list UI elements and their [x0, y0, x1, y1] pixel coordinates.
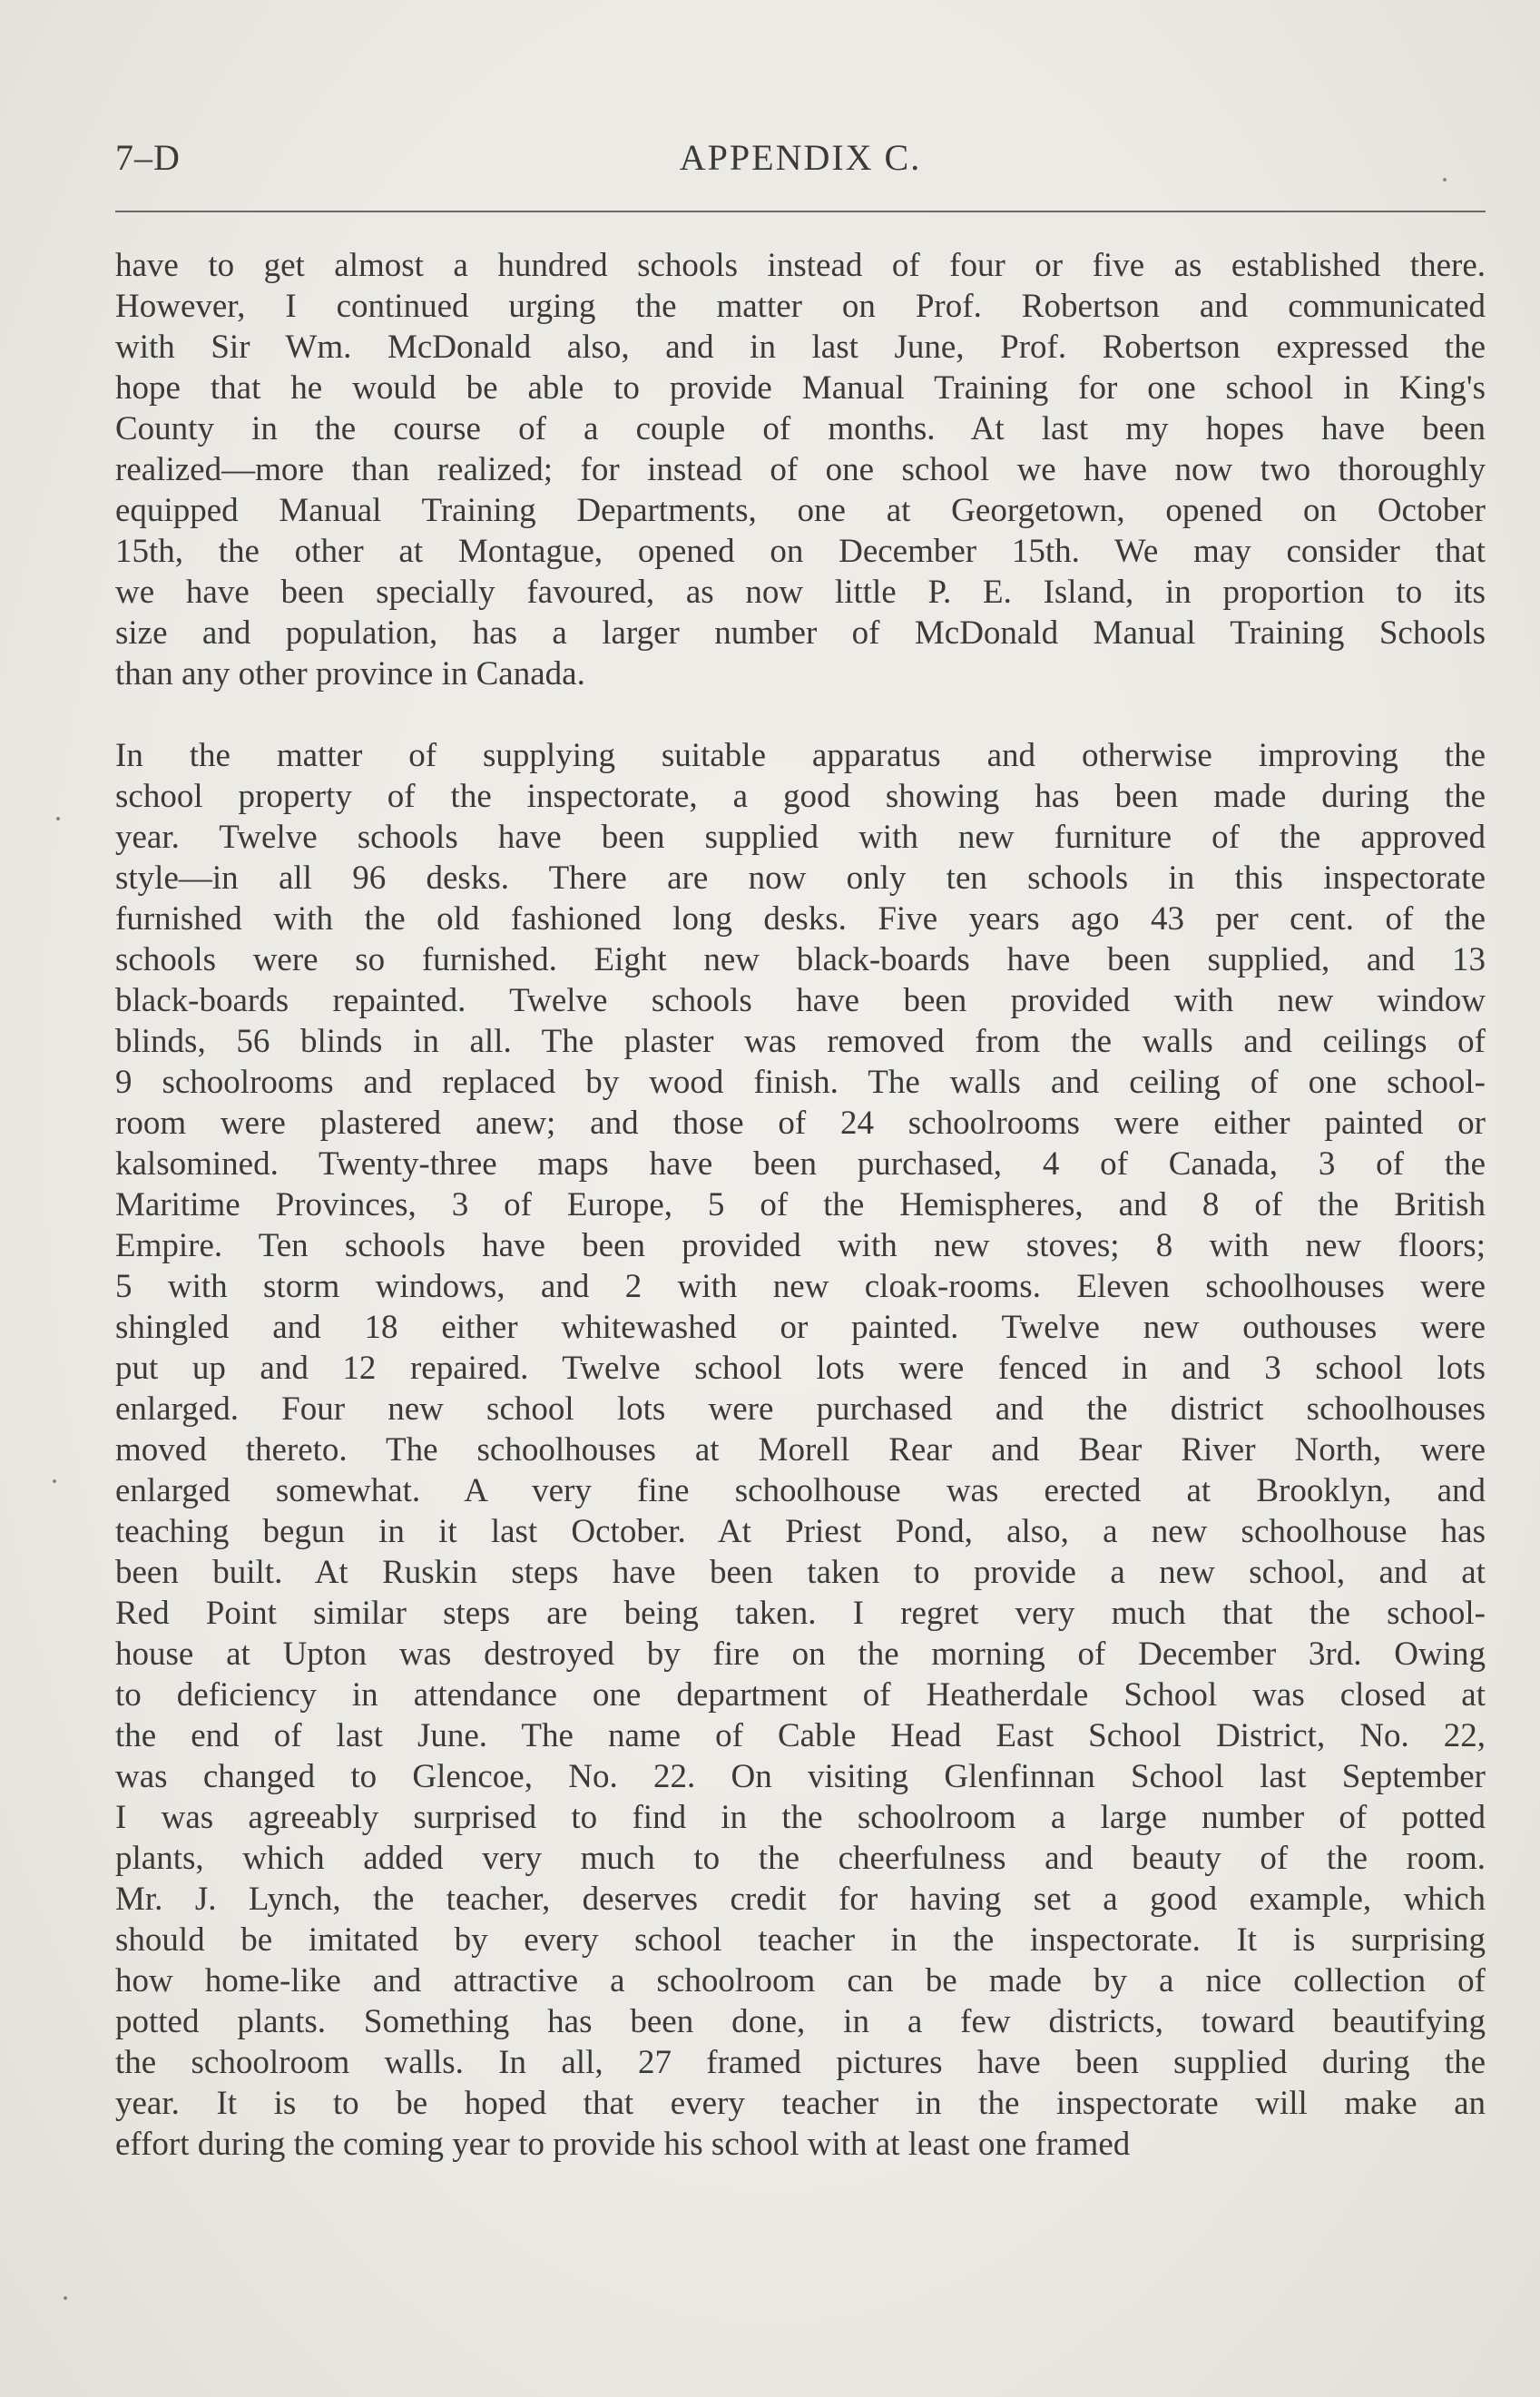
header-rule — [115, 211, 1486, 212]
text-line: school property of the inspectorate, a good showing has been made during the — [115, 778, 1486, 815]
text-line: with Sir Wm. McDonald also, and in last June, Prof. Robertson expressed the — [115, 329, 1486, 366]
text-line: put up and 12 repaired. Twelve school lots were fenced in and 3 school lots — [115, 1350, 1486, 1387]
print-speck — [1443, 178, 1447, 182]
text-line: furnished with the old fashioned long desks. Five years ago 43 per cent. of the — [115, 900, 1486, 938]
body-text — [115, 245, 1486, 2165]
text-line: the end of last June. The name of Cable Head East School District, No. 22, — [115, 1717, 1486, 1754]
text-line: we have been specially favoured, as now little P. E. Island, in proportion to its — [115, 574, 1486, 611]
page-header — [115, 136, 1486, 182]
text-line: effort during the coming year to provide his school with at least one framed — [115, 2126, 1131, 2163]
print-speck — [64, 2296, 67, 2300]
print-speck — [56, 817, 60, 820]
text-line: how home-like and attractive a schoolroom can be made by a nice collection of — [115, 1962, 1486, 1999]
text-line: house at Upton was destroyed by fire on the morning of December 3rd. Owing — [115, 1636, 1486, 1673]
text-line: was changed to Glencoe, No. 22. On visiting Glenfinnan School last September — [115, 1758, 1486, 1795]
running-title: APPENDIX C. — [679, 137, 922, 178]
text-line: potted plants. Something has been done, in a few districts, toward beautifying — [115, 2003, 1486, 2040]
text-line: equipped Manual Training Departments, one at Georgetown, opened on October — [115, 492, 1486, 529]
text-line: Empire. Ten schools have been provided with new stoves; 8 with new floors; — [115, 1227, 1486, 1264]
text-line: kalsomined. Twenty-three maps have been purchased, 4 of Canada, 3 of the — [115, 1145, 1486, 1183]
text-line: plants, which added very much to the cheerfulness and beauty of the room. — [115, 1840, 1486, 1877]
text-line: enlarged. Four new school lots were purchased and the district schoolhouses — [115, 1390, 1486, 1428]
text-line: the schoolroom walls. In all, 27 framed pictures have been supplied during the — [115, 2044, 1486, 2081]
text-line: shingled and 18 either whitewashed or painted. Twelve new outhouses were — [115, 1309, 1486, 1346]
text-line: Red Point similar steps are being taken. I regret very much that the school- — [115, 1595, 1486, 1632]
text-line: room were plastered anew; and those of 24 schoolrooms were either painted or — [115, 1105, 1486, 1142]
text-line: moved thereto. The schoolhouses at Morell Rear and Bear River North, were — [115, 1431, 1486, 1469]
text-line: have to get almost a hundred schools instead of four or five as established there. — [115, 247, 1486, 284]
text-line: 15th, the other at Montague, opened on December 15th. We may consider that — [115, 533, 1486, 570]
text-line: 5 with storm windows, and 2 with new cloak-rooms. Eleven schoolhouses were — [115, 1268, 1486, 1305]
text-line: Maritime Provinces, 3 of Europe, 5 of the Hemispheres, and 8 of the British — [115, 1186, 1486, 1223]
paragraph — [115, 245, 1486, 694]
text-line: been built. At Ruskin steps have been taken to provide a new school, and at — [115, 1554, 1486, 1591]
text-line: However, I continued urging the matter on Prof. Robertson and communicated — [115, 288, 1486, 325]
text-line: blinds, 56 blinds in all. The plaster was removed from the walls and ceilings of — [115, 1023, 1486, 1060]
paragraph — [115, 735, 1486, 2165]
text-line: year. Twelve schools have been supplied with new furniture of the approved — [115, 819, 1486, 856]
text-line: size and population, has a larger number of McDonald Manual Training Schools — [115, 614, 1486, 652]
text-line: black-boards repainted. Twelve schools have been provided with new window — [115, 982, 1486, 1019]
text-line: hope that he would be able to provide Manual Training for one school in King's — [115, 369, 1486, 407]
text-line: County in the course of a couple of months. At last my hopes have been — [115, 410, 1486, 447]
text-line: schools were so furnished. Eight new black-boards have been supplied, and 13 — [115, 941, 1486, 978]
text-line: than any other province in Canada. — [115, 655, 585, 693]
text-line: enlarged somewhat. A very fine schoolhouse was erected at Brooklyn, and — [115, 1472, 1486, 1509]
text-line: I was agreeably surprised to find in the schoolroom a large number of potted — [115, 1799, 1486, 1836]
text-line: Mr. J. Lynch, the teacher, deserves credit for having set a good example, which — [115, 1881, 1486, 1918]
text-line: year. It is to be hoped that every teacher in the inspectorate will make an — [115, 2085, 1486, 2122]
text-line: teaching begun in it last October. At Priest Pond, also, a new schoolhouse has — [115, 1513, 1486, 1550]
text-line: style—in all 96 desks. There are now only ten schools in this inspectorate — [115, 860, 1486, 897]
text-line: In the matter of supplying suitable apparatus and otherwise improving the — [115, 737, 1486, 774]
print-speck — [53, 1479, 56, 1483]
text-line: 9 schoolrooms and replaced by wood finish. The walls and ceiling of one school- — [115, 1064, 1486, 1101]
text-line: should be imitated by every school teacher in the inspectorate. It is surprising — [115, 1921, 1486, 1959]
text-line: to deficiency in attendance one department of Heatherdale School was closed at — [115, 1676, 1486, 1714]
page-number: 7–D — [115, 137, 181, 178]
text-line: realized—more than realized; for instead of one school we have now two thoroughly — [115, 451, 1486, 488]
